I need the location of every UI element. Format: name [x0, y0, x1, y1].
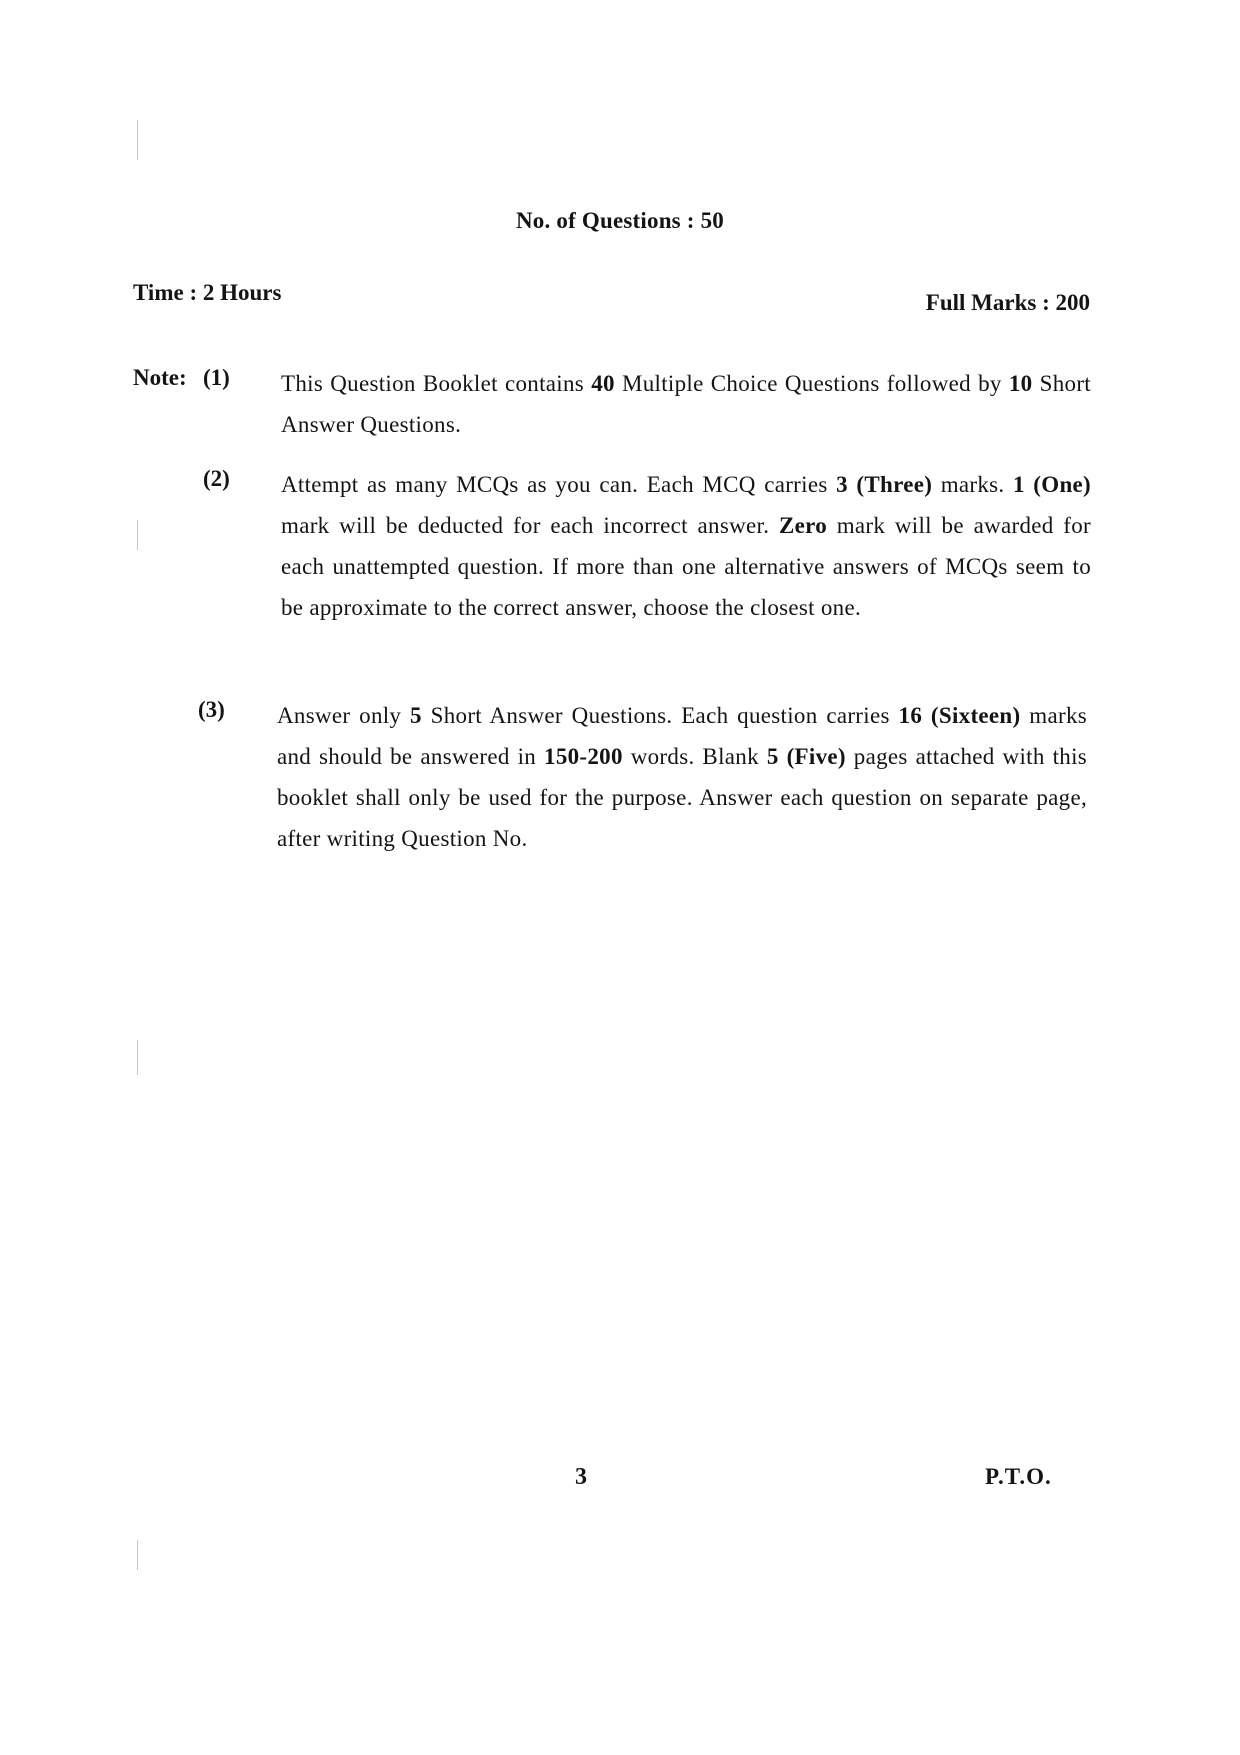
note-segment: This Question Booklet contains: [281, 371, 592, 396]
note-segment: Answer only: [277, 703, 411, 728]
note-segment: marks and should be answered in: [277, 703, 1088, 769]
note-text: [281, 363, 1091, 445]
time-value: 2 Hours: [202, 280, 282, 305]
note-emphasis: 150-200: [544, 744, 623, 769]
note-emphasis: Zero: [778, 513, 828, 538]
scan-margin-mark: [137, 120, 138, 160]
note-number: (2): [203, 466, 230, 491]
note-emphasis: 10: [1008, 371, 1033, 396]
note-text: [277, 695, 1087, 859]
note-emphasis: 3 (Three): [836, 472, 933, 497]
marks-value: 200: [1055, 290, 1090, 315]
note-segment: words. Blank: [622, 744, 767, 769]
note-segment: pages attached with this booklet shall only be used for the purpose. Answer each question on separate page, after writing Question No.: [277, 744, 1088, 851]
scan-margin-mark: [137, 1040, 138, 1075]
question-count-value: 50: [700, 208, 725, 233]
page-number: 3: [575, 1464, 587, 1490]
note-emphasis: 16 (Sixteen): [898, 703, 1021, 728]
note-text: [281, 464, 1091, 628]
please-turn-over: P.T.O.: [985, 1464, 1052, 1489]
note-number: (3): [198, 697, 225, 722]
question-count-header: No. of Questions : 50: [515, 208, 725, 233]
note-emphasis: 40: [591, 371, 615, 396]
note-number: (1): [203, 365, 230, 390]
note-segment: Multiple Choice Questions followed by: [614, 371, 1009, 396]
note-emphasis: 5 (Five): [766, 744, 846, 769]
note-segment: Attempt as many MCQs as you can. Each MCQ carries: [281, 472, 837, 497]
note-emphasis: 5: [410, 703, 422, 728]
marks-label: Full Marks: [925, 290, 1037, 315]
time-allowed: Time : 2 Hours: [133, 280, 282, 305]
note-emphasis: 1 (One): [1012, 472, 1092, 497]
note-segment: Short Answer Questions. Each question carries: [421, 703, 899, 728]
note-segment: mark will be awarded for each unattempted question. If more than one alternative answers of MCQs seem to be approximate to the correct answer, choose the closest one.: [281, 513, 1091, 620]
note-segment: mark will be deducted for each incorrect answer.: [281, 513, 779, 538]
note-segment: Short Answer Questions.: [281, 371, 1091, 437]
note-label: Note:: [133, 365, 187, 390]
note-segment: marks.: [932, 472, 1013, 497]
question-count-label: No. of Questions: [515, 208, 681, 233]
time-label: Time: [133, 280, 184, 305]
scan-margin-mark: [137, 1540, 138, 1570]
scan-margin-mark: [137, 520, 138, 550]
full-marks: Full Marks : 200: [925, 290, 1090, 315]
